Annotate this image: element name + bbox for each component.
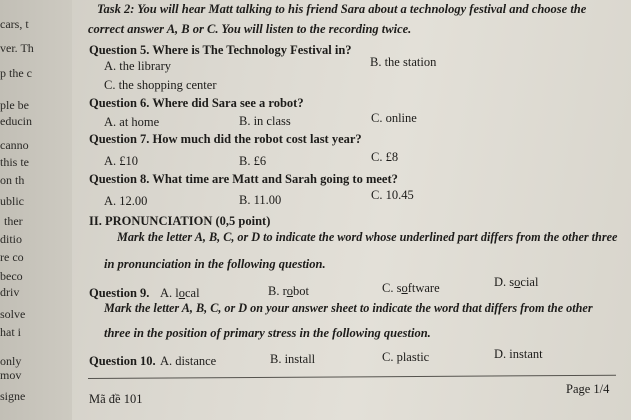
instruction-2-line-2: three in the position of primary stress in the following question.: [104, 326, 431, 340]
page-number: Page 1/4: [566, 382, 610, 396]
edge-fragment: ublic: [0, 194, 24, 208]
edge-fragment: ther: [4, 214, 23, 228]
edge-fragment: re co: [0, 250, 24, 264]
task2-heading: Task 2: You will hear Matt talking to his friend Sara about a technology festival and choose the: [97, 2, 587, 16]
question-9-option-d: D. social: [494, 275, 539, 289]
question-8-option-a: A. 12.00: [104, 194, 148, 208]
question-9-option-b: B. robot: [268, 284, 309, 298]
edge-fragment: this te: [0, 155, 29, 169]
question-7-option-a: A. £10: [104, 154, 139, 168]
edge-fragment: only: [0, 354, 22, 368]
edge-fragment: on th: [0, 173, 25, 187]
instruction-1-line-2: in pronunciation in the following question.: [104, 257, 326, 271]
question-5-option-c: C. the shopping center: [104, 78, 217, 92]
edge-fragment: beco: [0, 269, 23, 283]
footer-divider: [88, 375, 616, 379]
question-10-option-b: B. install: [270, 352, 316, 366]
underlined-letter: o: [178, 286, 185, 300]
pronunciation-heading: II. PRONUNCIATION (0,5 point): [89, 214, 271, 228]
edge-fragment: signe: [0, 389, 26, 403]
question-10-label: Question 10.: [89, 354, 156, 368]
task2-heading-cont: correct answer A, B or C. You will listen to the recording twice.: [88, 22, 412, 36]
edge-fragment: educin: [0, 114, 32, 128]
question-7-prompt: Question 7. How much did the robot cost last year?: [89, 132, 362, 146]
edge-fragment: hat i: [0, 325, 21, 339]
question-6-option-b: B. in class: [239, 114, 291, 128]
question-5-option-a: A. the library: [104, 59, 171, 73]
edge-fragment: ver. Th: [0, 41, 34, 55]
question-6-option-c: C. online: [371, 111, 417, 125]
question-7-option-c: C. £8: [371, 150, 399, 164]
question-7-option-b: B. £6: [239, 154, 267, 168]
edge-fragment: canno: [0, 138, 29, 152]
question-8-option-b: B. 11.00: [239, 193, 282, 207]
question-6-prompt: Question 6. Where did Sara see a robot?: [89, 96, 304, 110]
underlined-letter: o: [514, 275, 521, 289]
edge-fragment: mov: [0, 368, 22, 382]
question-9-option-a: A. local: [160, 286, 200, 300]
question-5-prompt: Question 5. Where is The Technology Festival in?: [89, 43, 352, 57]
underlined-letter: o: [401, 281, 408, 295]
edge-fragment: solve: [0, 307, 26, 321]
question-5-option-b: B. the station: [370, 55, 437, 69]
edge-fragment: ditio: [0, 232, 23, 246]
instruction-1-line-1: Mark the letter A, B, C, or D to indicate the word whose underlined part differs from the other three: [117, 230, 618, 244]
question-9-label: Question 9.: [89, 286, 150, 300]
question-10-option-a: A. distance: [160, 354, 217, 368]
edge-fragment: ple be: [0, 98, 29, 112]
underlined-letter: o: [286, 284, 293, 298]
edge-fragment: p the c: [0, 66, 32, 80]
edge-fragment: driv: [0, 285, 20, 299]
question-9-option-c: C. software: [382, 281, 440, 295]
question-10-option-c: C. plastic: [382, 350, 430, 364]
edge-fragment: cars, t: [0, 17, 29, 31]
instruction-2-line-1: Mark the letter A, B, C, or D on your answer sheet to indicate the word that differs from the other: [104, 301, 593, 315]
question-8-prompt: Question 8. What time are Matt and Sarah going to meet?: [89, 172, 398, 186]
question-6-option-a: A. at home: [104, 115, 160, 129]
question-10-option-d: D. instant: [494, 347, 543, 361]
question-8-option-c: C. 10.45: [371, 188, 414, 202]
exam-code: Mã đề 101: [89, 392, 143, 406]
